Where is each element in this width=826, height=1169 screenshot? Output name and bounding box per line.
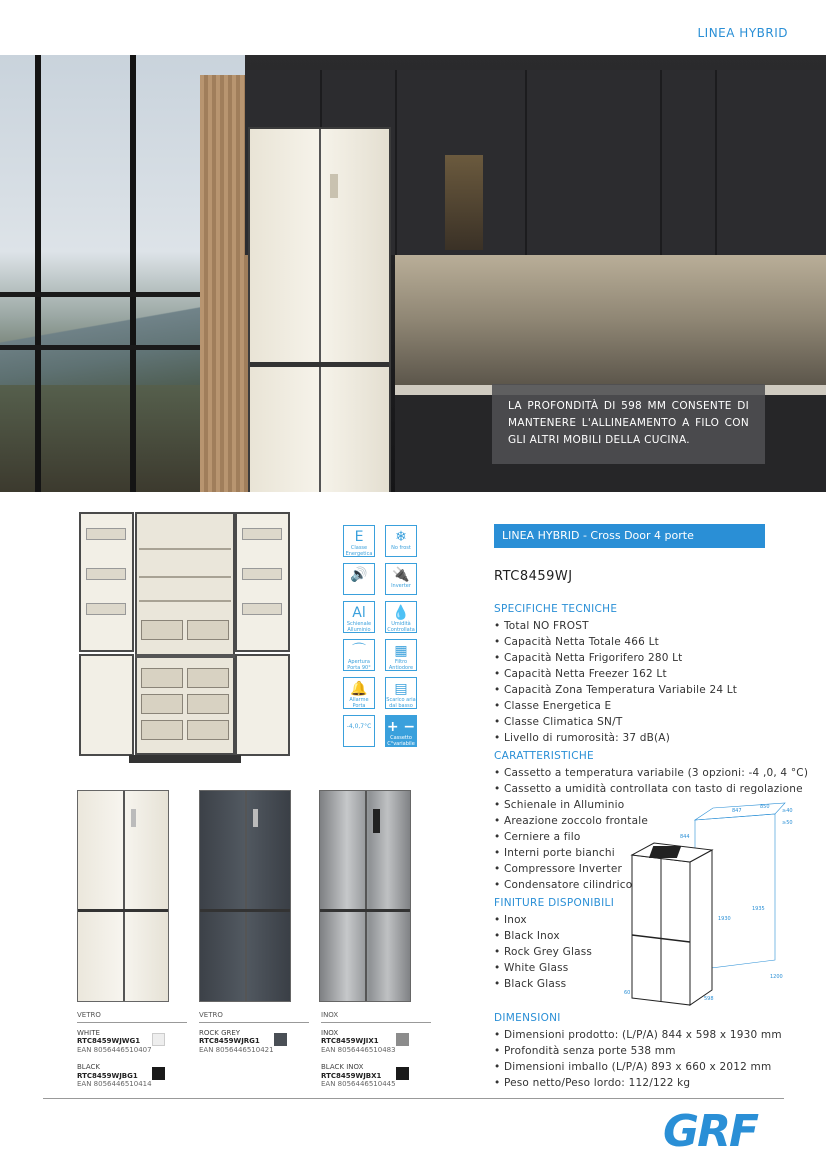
icon-glyph: -4,0,7°C (346, 723, 372, 730)
open-fridge-illustration (79, 508, 290, 763)
list-item: • Black Inox (494, 928, 592, 944)
air-vent-icon (385, 677, 417, 709)
variant-label-inox: INOX INOX RTC8459WJIX1 EAN 8056446510483 (321, 1011, 431, 1054)
icon-caption: No frost (391, 545, 411, 551)
list-item: • Capacità Zona Temperatura Variabile 24 Lt (494, 682, 737, 698)
list-item: • Peso netto/Peso lordo: 112/122 kg (494, 1075, 782, 1091)
list-item: • Classe Climatica SN/T (494, 714, 737, 730)
list-item: • Capacità Netta Totale 466 Lt (494, 634, 737, 650)
icon-caption: Filtro Antiodore (388, 659, 414, 671)
dimension-label: 1200 (770, 974, 783, 980)
dimension-label: 1935 (752, 906, 765, 912)
model-number: RTC8459WJ (494, 569, 573, 584)
icon-caption: Schienale Alluminio (346, 621, 372, 633)
icon-glyph: ▦ (394, 643, 408, 659)
aluminium-back-icon (343, 601, 375, 633)
list-item: • Cerniere a filo (494, 829, 808, 845)
icon-caption: Scarico aria dal basso (386, 697, 416, 709)
humidity-icon (385, 601, 417, 633)
right-lower-door-open (235, 654, 290, 756)
swatch-white (152, 1033, 165, 1046)
temperature-icon (343, 715, 375, 747)
snowflake-icon (385, 525, 417, 557)
list-item: • White Glass (494, 960, 592, 976)
list-item: • Rock Grey Glass (494, 944, 592, 960)
icon-glyph: ❄ (395, 529, 407, 545)
features-heading: CARATTERISTICHE (494, 750, 594, 762)
list-item: • Dimensioni imballo (L/P/A) 893 x 660 x 2012 mm (494, 1059, 782, 1075)
variant-rock-grey-glass-image (199, 790, 291, 1002)
list-item: • Dimensioni prodotto: (L/P/A) 844 x 598 x 1930 mm (494, 1027, 782, 1043)
noise-level-icon (343, 563, 375, 595)
product-line-title-bar: LINEA HYBRID - Cross Door 4 porte (494, 524, 765, 548)
dimension-label: 844 (680, 834, 690, 840)
icon-caption: Apertura Porta 90° (347, 659, 371, 671)
list-item: • Livello di rumorosità: 37 dB(A) (494, 730, 737, 746)
icon-glyph: 🔔 (350, 681, 368, 697)
dimension-label: 847 (732, 808, 742, 814)
list-item: • Cassetto a temperatura variabile (3 opzioni: -4 ,0, 4 °C) (494, 765, 808, 781)
variant-label-rock-grey: VETRO ROCK GREY RTC8459WJRG1 EAN 8056446510421 (199, 1011, 309, 1054)
list-item: • Profondità senza porte 538 mm (494, 1043, 782, 1059)
variant-white-glass-image (77, 790, 169, 1002)
dimension-label: ≥40 (782, 808, 793, 814)
dimension-label: 598 (704, 996, 714, 1002)
variant-label-white: VETRO WHITE RTC8459WJWG1 EAN 8056446510407 (77, 1011, 187, 1054)
icon-glyph: + − (386, 719, 416, 735)
icon-caption: Classe Energetica (345, 545, 373, 557)
icon-glyph: 🔌 (392, 567, 410, 583)
finishes-list (494, 912, 592, 992)
variable-drawer-icon (385, 715, 417, 747)
variant-label-black-inox: BLACK INOX RTC8459WJBX1 EAN 8056446510445 (321, 1063, 396, 1088)
dimension-drawing (620, 800, 800, 1020)
list-item: • Cassetto a umidità controllata con tasto di regolazione (494, 781, 808, 797)
icon-glyph: ▤ (394, 681, 408, 697)
icon-glyph: ⌒ (352, 643, 366, 659)
inverter-icon (385, 563, 417, 595)
swatch-black-inox (396, 1067, 409, 1080)
dimensions-heading: DIMENSIONI (494, 1012, 561, 1024)
lit-shelf (445, 155, 483, 250)
list-item: • Inox (494, 912, 592, 928)
icon-caption: Cassetto C°variabile (387, 735, 415, 747)
variant-label-black: BLACK RTC8459WJBG1 EAN 8056446510414 (77, 1063, 152, 1088)
footer-divider (43, 1098, 784, 1099)
icon-caption: Umidità Controllata (387, 621, 415, 633)
icon-glyph: Al (352, 605, 366, 621)
dimension-label: 60 (624, 990, 631, 996)
icon-glyph: 💧 (392, 605, 410, 621)
finishes-heading: FINITURE DISPONIBILI (494, 897, 615, 909)
list-item: • Capacità Netta Frigorifero 280 Lt (494, 650, 737, 666)
specs-list (494, 618, 737, 746)
list-item: • Compressore Inverter (494, 861, 808, 877)
dimension-label: 1930 (718, 916, 731, 922)
icon-glyph: 🔊 (350, 567, 368, 583)
list-item: • Total NO FROST (494, 618, 737, 634)
specs-heading: SPECIFICHE TECNICHE (494, 603, 618, 615)
dimension-label: ≥50 (782, 820, 793, 826)
energy-class-icon (343, 525, 375, 557)
swatch-rock-grey (274, 1033, 287, 1046)
fridge-photo (248, 127, 391, 492)
list-item: • Black Glass (494, 976, 592, 992)
odor-filter-icon (385, 639, 417, 671)
line-label: LINEA HYBRID (697, 26, 788, 40)
dimension-label: 850 (760, 804, 770, 810)
list-item: • Capacità Netta Freezer 162 Lt (494, 666, 737, 682)
grf-logo: GRF (663, 1106, 758, 1157)
icon-caption: Allarme Porta (349, 697, 369, 709)
swatch-black (152, 1067, 165, 1080)
variant-inox-image (319, 790, 411, 1002)
control-display (330, 174, 338, 198)
depth-callout-text: LA PROFONDITÀ DI 598 MM CONSENTE DI MANTENERE L'ALLINEAMENTO A FILO CON GLI ALTRI MOBILI DELLA CUCINA. (508, 400, 749, 446)
swatch-inox (396, 1033, 409, 1046)
door-alarm-icon (343, 677, 375, 709)
list-item: • Interni porte bianchi (494, 845, 808, 861)
list-item: • Condensatore cilindrico (494, 877, 808, 893)
icon-caption: Inverter (391, 583, 411, 589)
marble-backsplash (395, 255, 826, 385)
door-opening-icon (343, 639, 375, 671)
list-item: • Schienale in Alluminio (494, 797, 808, 813)
list-item: • Classe Energetica E (494, 698, 737, 714)
depth-callout (492, 384, 765, 464)
left-lower-door-open (79, 654, 134, 756)
list-item: • Areazione zoccolo frontale (494, 813, 808, 829)
icon-glyph: E (354, 529, 364, 545)
dimensions-list (494, 1027, 782, 1091)
